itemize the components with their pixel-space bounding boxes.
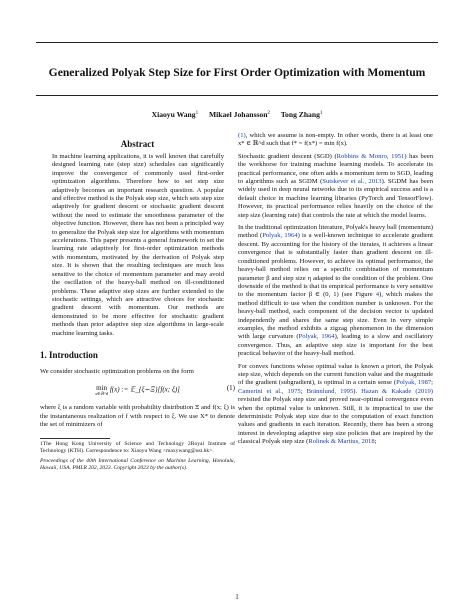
paragraph-text: For convex functions whose optimal value is known a priori, the Polyak step size, which depends on the current function value and the magnitude of the gradient (subgradient), is optimal in a certain sense ( [238,362,433,387]
right-paragraph [238,132,433,149]
paragraph-text: ). SGDM has been widely used in deep neural networks due to its empirical success and is a default choice in machine learning libraries (PyTorch and TensorFlow). However, its practical performance relies heavily on the choice of the step size (learning rate) that controls the rate at which the model learns. [238,178,434,219]
paragraph-text: ; [374,438,377,446]
citation-link[interactable]: Hazan & Kakade (2019) [361,387,433,395]
citation-link[interactable]: Polyak, 1964 [298,333,335,341]
author-name: Mikael Johansson [208,110,268,119]
citation-link[interactable]: Rolinek & Martius, 2018 [308,438,375,446]
author-name: Xiaoyu Wang [151,110,196,119]
right-column [238,132,433,451]
title-bottom-rule [36,95,438,96]
affiliation-mark: 1 [319,111,323,116]
citation-link[interactable]: Polyak, 1987 [396,379,432,387]
paragraph-text: ). [353,387,362,395]
citation-link[interactable]: Robbins & Monro, 1951 [336,152,405,160]
equation-number: (1) [226,384,235,393]
affiliation-footnote: 1The Hong Kong University of Science and Technology 2Royal Institute of Technology (KTH). Correspondence to: Xiaoyu Wang <maxywang@ust.hk>. [40,441,235,455]
after-equation-paragraph: where ξ is a random variable with probability distribution Ξ and f(x; ξ) is the instantaneous realization of f with respect to ξ. We use X* to denote the set of minimizers of [40,404,235,429]
paragraph-text: ; [431,379,434,387]
proceedings-note: Proceedings of the 40th International Conference on Machine Learning, Honolulu, Hawaii, USA. PMLR 202, 2023. Copyright 2023 by the author(s). [40,458,235,472]
equation-expression: f(x) := 𝔼_{ξ∼Ξ}[f(x; ξ)] [109,385,180,394]
affiliation-mark: 2 [267,111,270,116]
right-paragraph [238,153,433,220]
paragraph-text: ) is a well-known technique to accelerate gradient descent. By accounting for the history of the iterates, it achieves a linear convergence that is substantially faster than gradient descent on ill-conditioned problems. However, to achieve its optimal performance, the heavy-ball method relies on a specific combination of momentum parameter β and step size η adapted to the condition of the problem. One downside of the method is that its empirical performance is very sensitive to the momentum factor β ∈ (0, 1) (see Figure [238,232,433,299]
citation-link[interactable]: 4 [375,291,380,299]
equation-min: min [96,384,108,393]
paragraph-text: ; [300,387,307,395]
abstract-heading: Abstract [120,139,155,149]
intro-paragraph: We consider stochastic optimization problems on the form [40,367,194,375]
citation-link[interactable]: (1) [238,132,246,139]
citation-link[interactable]: Brännlund, 1995 [306,387,354,395]
footnote-rule [40,438,110,439]
paragraph-text: ), leading to a slow and oscillatory convergence. Thus, an adaptive step size is important for the best practical behavior of the heavy-ball method. [238,333,433,358]
equation-1 [40,380,235,400]
section-heading-introduction: 1. Introduction [40,349,98,360]
author-list [36,110,438,119]
right-paragraph [238,224,433,359]
right-paragraph [238,363,433,447]
title-top-rule [36,42,438,43]
paragraph-text: ) has been the workhorse for training machine learning models. To accelerate its practical performance, one often adds a momentum term to SGD, leading to algorithms such as SGDM ( [238,152,433,186]
citation-link[interactable]: Camerini et al., 1975 [238,387,301,395]
paragraph-text: Stochastic gradient descent (SGD) ( [238,152,337,160]
equation-subscript: x∈ℝ^d [95,391,109,397]
left-column [40,132,235,475]
page-number: 1 [235,593,239,601]
citation-link[interactable]: Sutskever et al., 2013 [322,178,382,186]
paragraph-text: revisited the Polyak step size and proved near-optimal convergence even when the optimal value is unknown. Still, it is impractical to use the deterministic Polyak step size due to the computation of exact function values and gradients in each iteration. Recently, there has been a strong interest in developing adaptive step size policies that are inspired by the classical Polyak step size ( [238,396,433,446]
citation-link[interactable]: Polyak, 1964 [262,232,298,240]
abstract-text: In machine learning applications, it is well known that carefully designed learning rate (step size) schedules can significantly improve the convergence of commonly used first-order optimization algorithms. Therefore how to set step size adaptively becomes an important research question. A popular and effective method is the Polyak step size, which sets step size adaptively for gradient descent or stochastic gradient descent without the need to estimate the smoothness parameter of the objective function. However, there has not been a principled way to generalize the Polyak step size for algorithms with momentum accelerations. This paper presents a general framework to set the learning rate adaptively for first-order optimization methods with momentum, motivated by the derivation of Polyak step size. It is shown that the resulting techniques are much less sensitive to the choice of momentum parameter and may avoid the oscillation of the heavy-ball method on ill-conditioned problems. These adaptive step sizes are further extended to the stochastic settings, which are attractive choices for stochastic gradient descent with momentum. Our methods are demonstrated to be more effective for stochastic gradient methods than prior adaptive step size algorithms in large-scale machine learning tasks. [52,153,224,337]
paper-title: Generalized Polyak Step Size for First Order Optimization with Momentum [48,66,426,79]
paragraph-text: ), which makes the method difficult to use when the condition number is unknown. For the heavy-ball method, each component of the decision vector is updated independently and shares the same step size. Even in very simple examples, the method exhibits a zigzag phenomenon in the dimension with large curvature ( [238,291,433,341]
affiliation-mark: 1 [195,111,199,116]
author-name: Tong Zhang [280,110,320,119]
paragraph-text: In the traditional optimization literature, Polyak's heavy ball (momentum) method ( [238,224,433,240]
equation-operator [95,384,108,396]
paragraph-text: , which we assume is non-empty. In other words, there is at least one x* ∈ ℝ^d such that f* = f(x*) = min f(x). [238,132,433,148]
